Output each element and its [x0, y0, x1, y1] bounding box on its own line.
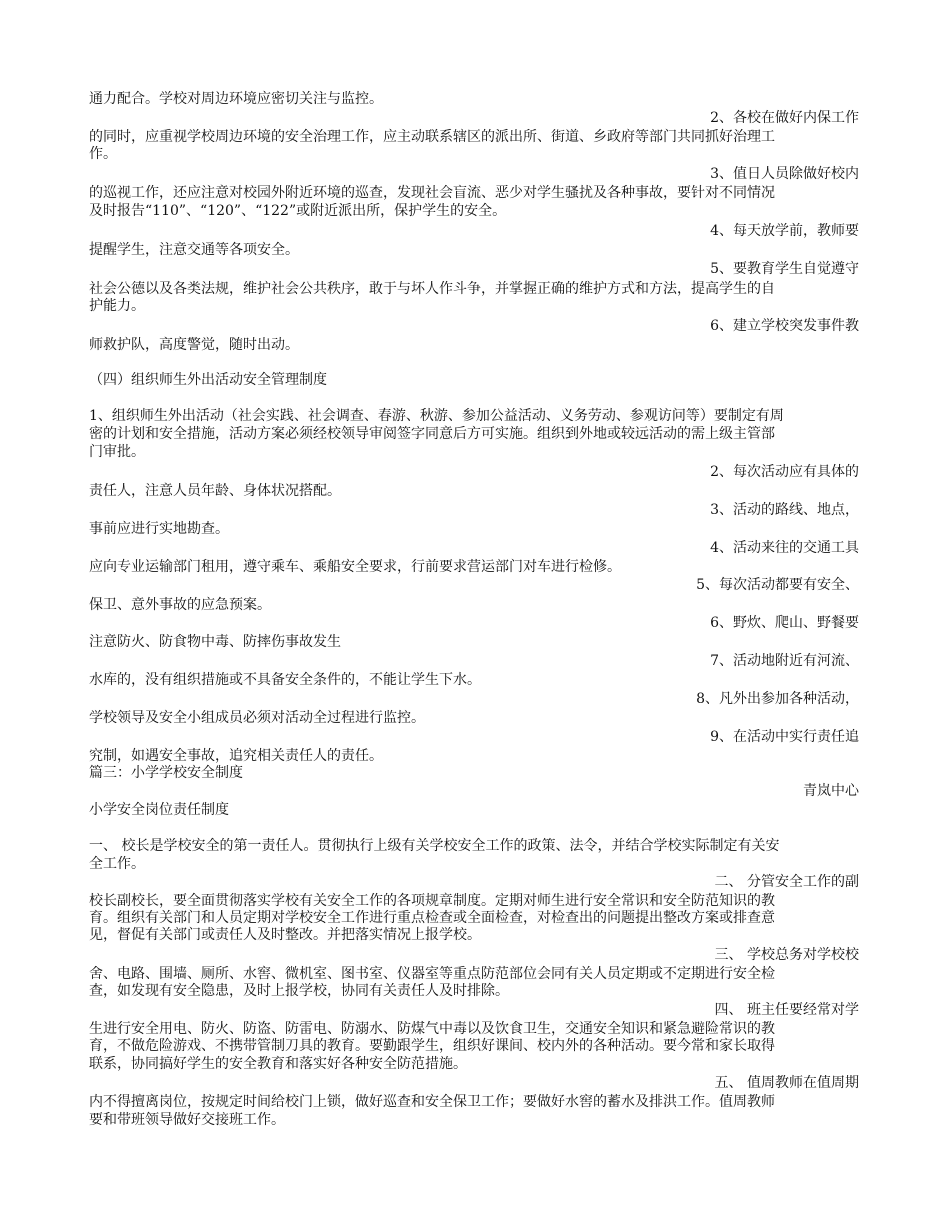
text-line: 通力配合。学校对周边环境应密切关注与监控。	[89, 91, 383, 107]
text-line: 8、凡外出参加各种活动，	[696, 691, 859, 707]
text-line: 3、值日人员除做好校内	[710, 166, 859, 182]
text-line: 9、在活动中实行责任追	[710, 729, 859, 745]
text-line: 四、 班主任要经常对学	[714, 1002, 859, 1018]
text-line: 的同时，应重视学校周边环境的安全治理工作，应主动联系辖区的派出所、街道、乡政府等部门共同抓好治理工	[89, 129, 775, 145]
text-line: 5、每次活动都要有安全、	[696, 577, 859, 593]
text-line: 水库的，没有组织措施或不具备安全条件的，不能让学生下水。	[89, 672, 481, 688]
text-line: 舍、电路、围墙、厕所、水窖、微机室、图书室、仪器室等重点防范部位会同有关人员定期或不定期进行安全检	[89, 966, 775, 982]
text-line: 注意防火、防食物中毒、防摔伤事故发生	[89, 634, 341, 650]
text-line: 及时报告“110”、“120”、“122”或附近派出所，保护学生的安全。	[89, 203, 507, 219]
text-line: 密的计划和安全措施，活动方案必须经校领导审阅签字同意后方可实施。组织到外地或较远活动的需上级主管部	[89, 426, 775, 442]
text-line: 应向专业运输部门租用，遵守乘车、乘船安全要求，行前要求营运部门对车进行检修。	[89, 559, 621, 575]
text-line: 提醒学生，注意交通等各项安全。	[89, 242, 299, 258]
text-line: 师救护队，高度警觉，随时出动。	[89, 337, 299, 353]
text-line: 的巡视工作，还应注意对校园外附近环境的巡查，发现社会盲流、恶少对学生骚扰及各种事故，要针对不同情况	[89, 185, 775, 201]
text-line: 6、建立学校突发事件教	[710, 318, 859, 334]
text-line: 究制，如遇安全事故，追究相关责任人的责任。	[89, 748, 383, 764]
text-line: 6、野炊、爬山、野餐要	[710, 615, 859, 631]
text-line: 育，不做危险游戏、不携带管制刀具的教育。要勤跟学生，组织好课间、校内外的各种活动。要今常和家长取得	[89, 1038, 775, 1054]
text-line: 学校领导及安全小组成员必须对活动全过程进行监控。	[89, 710, 425, 726]
text-line: 二、 分管安全工作的副	[714, 874, 859, 890]
text-line: 责任人，注意人员年龄、身体状况搭配。	[89, 483, 341, 499]
text-line: 社会公德以及各类法规，维护社会公共秩序，敢于与坏人作斗争，并掌握正确的维护方式和方法，提高学生的自	[89, 281, 775, 297]
text-line: 事前应进行实地勘查。	[89, 521, 229, 537]
text-line: 见，督促有关部门或责任人及时整改。并把落实情况上报学校。	[89, 927, 481, 943]
text-line: 生进行安全用电、防火、防盗、防雷电、防溺水、防煤气中毒以及饮食卫生，交通安全知识和紧急避险常识的教	[89, 1021, 775, 1037]
section-heading: （四）组织师生外出活动安全管理制度	[89, 372, 327, 388]
text-line: 3、活动的路线、地点，	[710, 502, 859, 518]
section-heading: 篇三：小学学校安全制度	[89, 765, 243, 781]
text-line: 2、每次活动应有具体的	[710, 464, 859, 480]
text-line: 联系，协同搞好学生的安全教育和落实好各种安全防范措施。	[89, 1056, 467, 1072]
text-line: 育。组织有关部门和人员定期对学校安全工作进行重点检查或全面检查，对检查出的问题提出整改方案或排查意	[89, 910, 775, 926]
text-line: 护能力。	[89, 298, 145, 314]
text-line: 5、要教育学生自觉遵守	[710, 261, 859, 277]
text-line: 4、每天放学前，教师要	[710, 223, 859, 239]
text-line: 要和带班领导做好交接班工作。	[89, 1112, 285, 1128]
section-heading: 小学安全岗位责任制度	[89, 802, 229, 818]
text-line: 三、 学校总务对学校校	[714, 947, 859, 963]
text-line: 保卫、意外事故的应急预案。	[89, 597, 271, 613]
text-line: 作。	[89, 146, 117, 162]
text-line: 门审批。	[89, 444, 145, 460]
text-line: 青岚中心	[803, 783, 859, 799]
text-line: 全工作。	[89, 856, 145, 872]
text-line: 校长副校长，要全面贯彻落实学校有关安全工作的各项规章制度。定期对师生进行安全常识和安全防范知识的教	[89, 893, 775, 909]
text-line: 7、活动地附近有河流、	[710, 653, 859, 669]
text-line: 五、 值周教师在值周期	[714, 1075, 859, 1091]
text-line: 2、各校在做好内保工作	[710, 110, 859, 126]
text-line: 查，如发现有安全隐患，及时上报学校，协同有关责任人及时排除。	[89, 983, 509, 999]
text-line: 一、 校长是学校安全的第一责任人。贯彻执行上级有关学校安全工作的政策、法令，并结合学校实际制定有关安	[89, 838, 780, 854]
text-line: 内不得擅离岗位，按规定时间给校门上锁，做好巡查和安全保卫工作；要做好水窖的蓄水及排洪工作。值周教师	[89, 1094, 775, 1110]
text-line: 4、活动来往的交通工具	[710, 540, 859, 556]
text-line: 1、组织师生外出活动（社会实践、社会调查、春游、秋游、参加公益活动、义务劳动、参观访问等）要制定有周	[89, 408, 784, 424]
